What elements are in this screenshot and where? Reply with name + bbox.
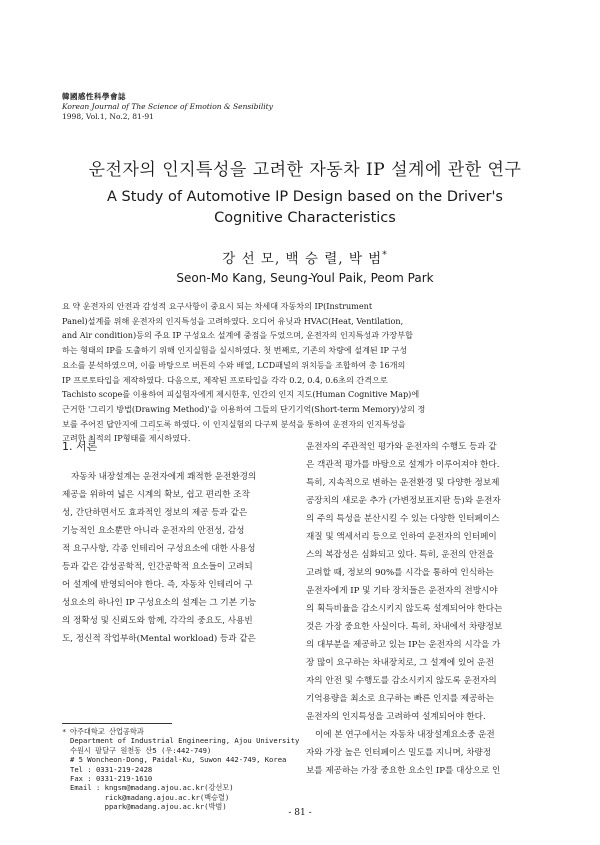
body-line: 재질 및 액세서리 등으로 인하여 운전자의 인터페이 [306, 532, 497, 542]
abstract [62, 299, 540, 446]
footnote-line: Fax : 0331-219-1610 [70, 774, 153, 784]
body-line: 도, 정신적 작업부하(Mental workload) 등과 같은 [62, 634, 256, 644]
body-line: 이에 본 연구에서는 자동차 내장설계요소중 운전 [315, 730, 495, 740]
abstract-line: 고려한 최적의 IP형태를 제시하였다. [62, 433, 191, 444]
abstract-line: Panel)설계를 위해 운전자의 인지특성을 고려하였다. 오디어 유닛과 HVAC(Heat, Ventilation, [62, 315, 404, 326]
body-line: 은 객관적 평가를 바탕으로 설계가 이루어져야 한다. [306, 460, 500, 470]
body-line: 기억용량을 최소로 요구하는 빠른 인지를 제공하는 [306, 694, 494, 704]
body-line: 운전자에게 IP 및 기타 장치들은 운전자의 전방시야 [306, 586, 498, 596]
authors-korean-names: 강 선 모, 백 승 렬, 박 범 [222, 251, 383, 267]
left-column [62, 438, 302, 648]
abstract-line: 보를 주어진 답안지에 그리도록 하였다. 이 인지실험의 다구찌 분석을 통하여 운전자의 인지특성을 [62, 418, 406, 429]
footnote [62, 727, 300, 812]
body-line: 적 요구사항, 각종 인테리어 구성요소에 대한 사용성 [62, 544, 256, 554]
title-korean: 운전자의 인지특성을 고려한 자동차 IP 설계에 관한 연구 [88, 160, 522, 180]
body-line: 성, 간단하면서도 효과적인 정보의 제공 등과 같은 [62, 508, 248, 518]
journal-name-korean: 韓國感性科學會誌 [62, 92, 126, 101]
title-block [60, 155, 550, 229]
right-column [306, 438, 546, 780]
body-line: 것은 가장 중요한 사실이다. 특히, 차내에서 차량정보 [306, 622, 503, 632]
body-line: 의 정확성 및 신뢰도와 함께, 각각의 중요도, 사용빈 [62, 616, 253, 626]
page-number: - 81 - [288, 808, 312, 818]
authors-english: Seon-Mo Kang, Seung-Youl Paik, Peom Park [176, 271, 434, 285]
abstract-line: Tachisto scope를 이용하여 피실험자에게 제시한후, 인간의 인지 지도(Human Cognitive Map)에 [62, 389, 420, 400]
authors-korean [60, 247, 550, 267]
body-line: 의 대부분을 제공하고 있는 IP는 운전자의 시각을 가 [306, 640, 501, 650]
body-line: 제공을 위하여 넓은 시계의 확보, 쉽고 편리한 조작 [62, 490, 250, 500]
body-line: 운전자의 주관적인 평가와 운전자의 수행도 등과 같 [306, 442, 497, 452]
journal-volume: 1998, Vol.1, No.2, 81-91 [62, 112, 154, 121]
footnote-line: ppark@madang.ajou.ac.kr(박범) [70, 802, 227, 812]
body-line: 스의 복잡성은 심화되고 있다. 특히, 운전의 안전을 [306, 550, 494, 560]
abstract-line: 요소를 분석하였으며, 이를 바탕으로 버튼의 수와 배열, LCD패널의 위치등을 조합하여 총 16개의 [62, 359, 406, 370]
footnote-line: Email : kngsm@madang.ajou.ac.kr(강선모) [70, 783, 234, 793]
scan-mark: · - [152, 426, 160, 435]
affiliation-mark: * [382, 250, 388, 261]
body-line: 자동차 내장설계는 운전자에게 쾌적한 운전환경의 [71, 472, 257, 482]
body-line: 어 설계에 반영되어야 한다. 즉, 자동차 인테리어 구 [62, 580, 253, 590]
section-heading-introduction: 1. 서론 [62, 440, 98, 453]
journal-name-english: Korean Journal of The Science of Emotion & Sensibility [62, 102, 273, 111]
title-english [60, 187, 550, 229]
title-english-line: A Study of Automotive IP Design based on the Driver's [107, 189, 503, 205]
footnote-mark: * [62, 727, 67, 736]
body-line: 기능적인 요소뿐만 아니라 운전자의 안전성, 감성 [62, 526, 245, 536]
footnote-line: Department of Industrial Engineering, Ajou University [70, 736, 300, 746]
body-line: 의 획득비율을 감소시키지 않도록 설계되어야 한다는 [306, 604, 503, 614]
footnote-line: Tel : 0331-219-2428 [70, 764, 153, 774]
body-line: 보를 제공하는 가장 중요한 요소인 IP를 대상으로 인 [306, 766, 501, 776]
journal-header [62, 92, 362, 122]
abstract-line: 근거한 '그리기 방법(Drawing Method)'을 이용하여 그들의 단기기억(Short-term Memory)상의 정 [62, 403, 426, 414]
abstract-line: 요 약 운전자의 안전과 감성적 요구사항이 중요시 되는 차세대 자동차의 IP(Instrument [62, 301, 373, 311]
authors-block [60, 247, 550, 285]
body-line: 자의 안전 및 수행도를 감소시키지 않도록 운전자의 [306, 676, 497, 686]
body-line: 공장치의 새로운 추가 (가변정보표지판 등)와 운전자 [306, 496, 501, 506]
body-line: 고려할 때, 정보의 90%를 시각을 통하여 인식하는 [306, 568, 494, 578]
body-line: 특히, 지속적으로 변하는 운전환경 및 다양한 정보제 [306, 478, 500, 488]
title-english-line: Cognitive Characteristics [214, 210, 396, 226]
body-line: 운전자의 인지특성을 고려하여 설계되어야 한다. [306, 712, 486, 722]
body-line: 장 많이 요구하는 차내장치로, 그 설계에 있어 운전 [306, 658, 494, 668]
body-line: 등과 같은 감성공학적, 인간공학적 요소들이 고려되 [62, 562, 253, 572]
body-line: 성요소의 하나인 IP 구성요소의 설계는 그 기본 기능 [62, 598, 257, 608]
abstract-line: IP 프로토타입을 제작하였다. 다음으로, 제작된 프로타입을 각각 0.2, 0.4, 0.6초의 간격으로 [62, 374, 388, 385]
body-line: 의 주의 특성을 분산시킬 수 있는 다양한 인터페이스 [306, 514, 500, 524]
footnote-line: rick@madang.ajou.ac.kr(백승렬) [70, 792, 230, 802]
abstract-line: and Air condition)등의 주요 IP 구성요소 설계에 중점을 두었으며, 운전자의 인지특성과 가장부합 [62, 330, 413, 341]
body-line: 자와 가장 높은 인터페이스 밀도를 지니며, 차량정 [306, 748, 492, 758]
footnote-rule [62, 723, 172, 724]
footnote-line: # 5 Woncheon-Dong, Paidal-Ku, Suwon 442-749, Korea [70, 755, 287, 765]
footnote-line: 수원시 팔달구 원천동 산5 (우:442-749) [70, 745, 212, 755]
abstract-line: 하는 형태의 IP를 도출하기 위해 인지실험을 실시하였다. 첫 번째로, 기존의 차량에 설계된 IP 구성 [62, 345, 408, 356]
footnote-line: 아주대학교 산업공학과 [70, 727, 144, 736]
